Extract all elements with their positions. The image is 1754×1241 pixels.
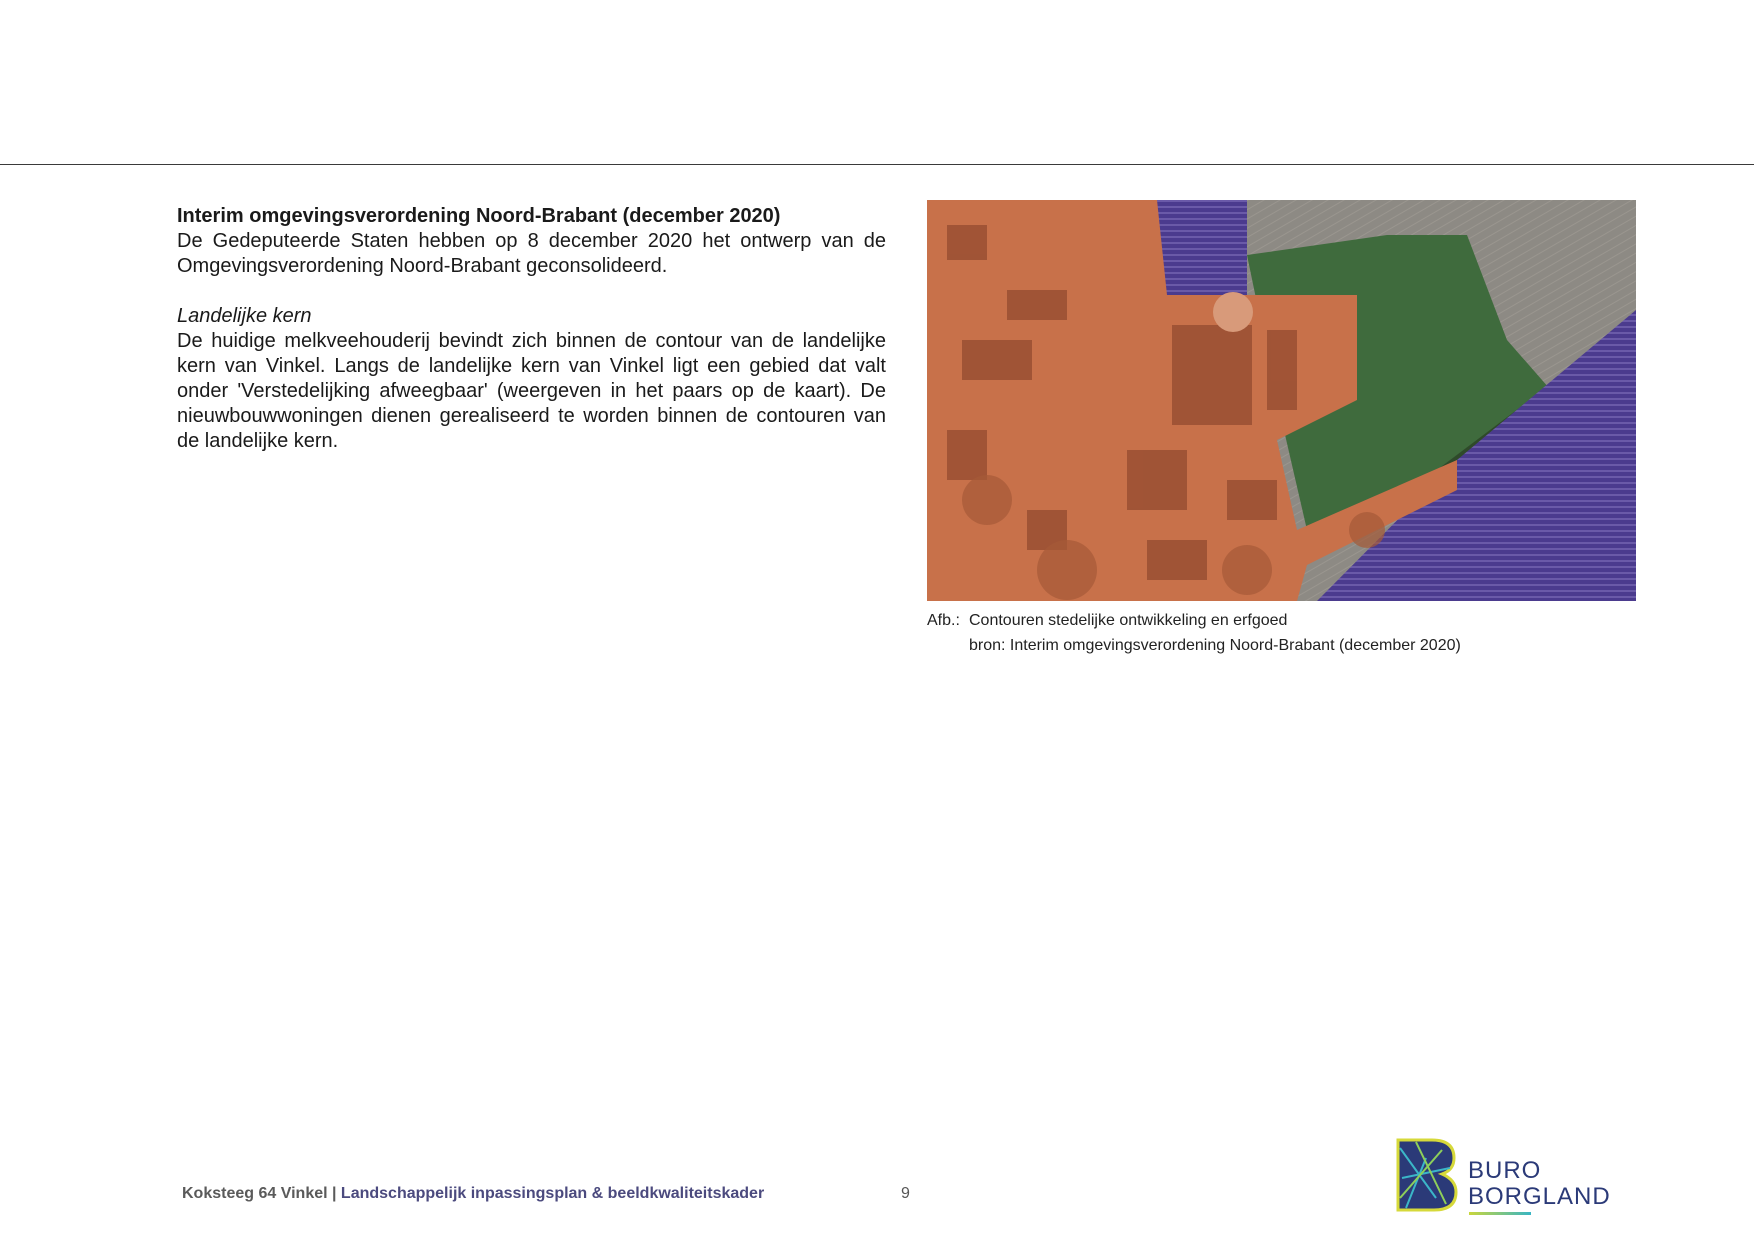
caption-prefix: Afb.: bbox=[927, 612, 960, 629]
body-paragraph: De huidige melkveehouderij bevindt zich binnen de contour van de landelijke kern van Vinkel. Langs de landelijke kern van Vinkel ligt een gebied dat valt onder 'Verstedelijking afweegbaar' (weergeven in het paars op de kaart). De nieuwbouwwoningen dienen gerealiseerd te worden binnen de contouren van de landelijke kern. bbox=[177, 330, 886, 452]
logo-underline bbox=[1469, 1212, 1531, 1215]
aerial-map-image bbox=[927, 200, 1636, 601]
text-column bbox=[177, 204, 886, 454]
figure-caption bbox=[927, 608, 1461, 658]
footer-text bbox=[182, 1185, 764, 1203]
buro-borgland-logo bbox=[1396, 1138, 1611, 1216]
footer-document-title: Landschappelijk inpassingsplan & beeldkwaliteitskader bbox=[340, 1185, 765, 1202]
page-number: 9 bbox=[901, 1185, 910, 1202]
urbanisation-zone-north bbox=[1157, 200, 1247, 295]
logo-line2: BORGLAND bbox=[1468, 1183, 1611, 1210]
subheading-landelijke-kern: Landelijke kern bbox=[177, 305, 312, 327]
logo-line1: BURO bbox=[1468, 1157, 1542, 1184]
intro-paragraph: De Gedeputeerde Staten hebben op 8 december 2020 het ontwerp van de Omgevingsverordening Noord-Brabant geconsolideerd. bbox=[177, 230, 886, 277]
footer-project: Koksteeg 64 Vinkel | bbox=[182, 1185, 341, 1202]
caption-source: bron: Interim omgevingsverordening Noord-Brabant (december 2020) bbox=[969, 637, 1461, 654]
header-rule bbox=[0, 164, 1754, 165]
silo bbox=[1213, 292, 1253, 332]
caption-title: Contouren stedelijke ontwikkeling en erfgoed bbox=[969, 612, 1288, 629]
logo-mark-icon bbox=[1396, 1138, 1458, 1212]
section-heading: Interim omgevingsverordening Noord-Brabant (december 2020) bbox=[177, 205, 781, 227]
